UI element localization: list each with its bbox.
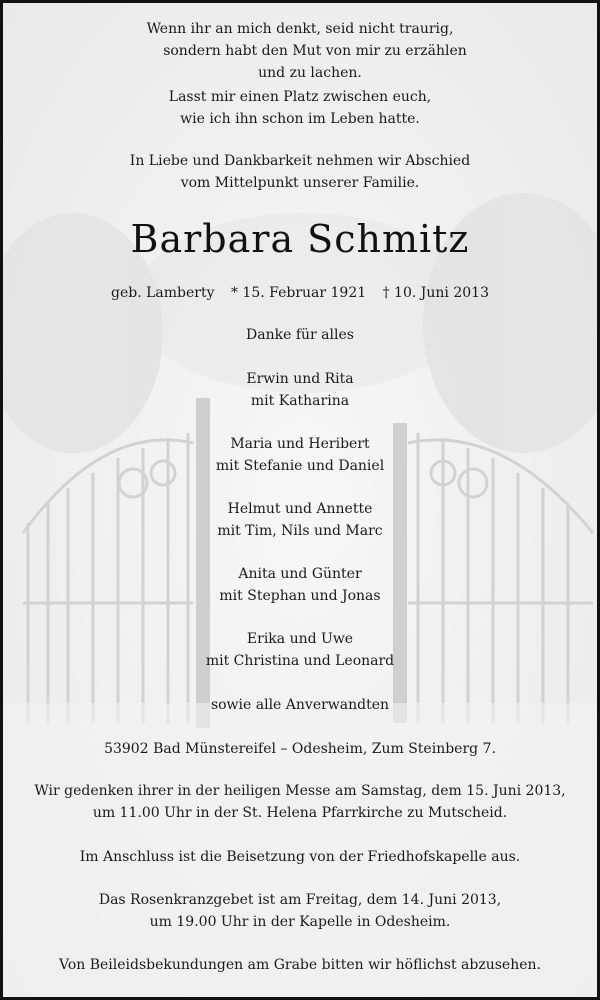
condolence-request-line: Von Beileidsbekundungen am Grabe bitten wir höflichst abzusehen. [59, 957, 541, 973]
burial-line: Im Anschluss ist die Beisetzung von der Friedhofskapelle aus. [79, 849, 521, 865]
farewell-line-2: vom Mittelpunkt unserer Familie. [180, 175, 420, 191]
address-line: 53902 Bad Münstereifel – Odesheim, Zum Steinberg 7. [104, 741, 496, 757]
thanks-line: Danke für alles [246, 327, 354, 343]
family-2-children: mit Stefanie und Daniel [215, 458, 385, 474]
family-3-children: mit Tim, Nils und Marc [217, 523, 383, 539]
family-5-couple: Erika und Uwe [246, 631, 354, 647]
mass-line-2: um 11.00 Uhr in der St. Helena Pfarrkirche zu Mutscheid. [92, 805, 508, 821]
deceased-name: Barbara Schmitz [130, 217, 470, 261]
family-1-children: mit Katharina [250, 393, 350, 409]
family-4-couple: Anita und Günter [238, 566, 362, 582]
poem-line-2: sondern habt den Mut von mir zu erzählen [163, 43, 467, 59]
life-dates [3, 283, 597, 304]
poem-line-3: und zu lachen. [258, 65, 362, 81]
family-5-children: mit Christina und Leonard [205, 653, 395, 669]
relatives-line: sowie alle Anverwandten [210, 697, 390, 713]
family-4-children: mit Stephan und Jonas [219, 588, 381, 604]
rosary-line-2: um 19.00 Uhr in der Kapelle in Odesheim. [149, 914, 451, 930]
mass-line-1: Wir gedenken ihrer in der heiligen Messe am Samstag, dem 15. Juni 2013, [34, 783, 566, 799]
family-3-couple: Helmut und Annette [227, 501, 373, 517]
death-date: † 10. Juni 2013 [382, 285, 489, 301]
farewell-line-1: In Liebe und Dankbarkeit nehmen wir Abschied [129, 153, 471, 169]
family-1-couple: Erwin und Rita [246, 371, 354, 387]
poem-line-1: Wenn ihr an mich denkt, seid nicht traurig, [146, 21, 454, 37]
family-2-couple: Maria und Heribert [230, 436, 370, 452]
birth-date: * 15. Februar 1921 [230, 285, 367, 301]
poem-line-5: wie ich ihn schon im Leben hatte. [180, 111, 420, 127]
poem-line-4: Lasst mir einen Platz zwischen euch, [168, 89, 432, 105]
rosary-line-1: Das Rosenkranzgebet ist am Freitag, dem 14. Juni 2013, [98, 892, 502, 908]
birth-name: geb. Lamberty [111, 285, 215, 301]
